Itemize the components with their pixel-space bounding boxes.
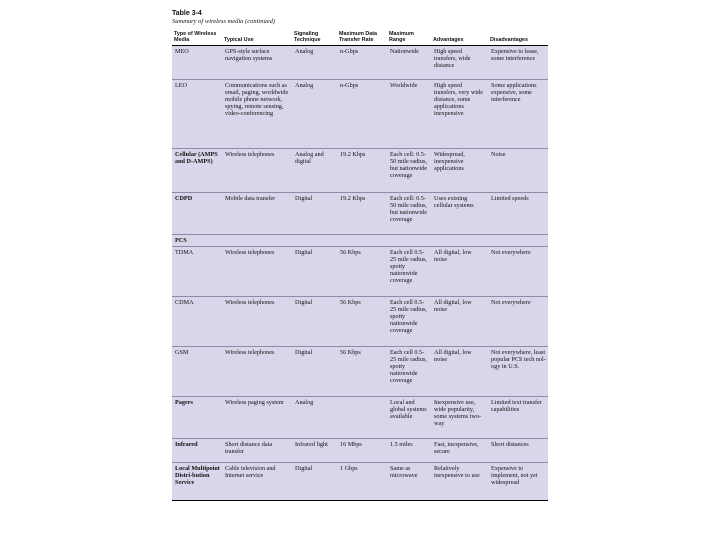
cell-rate: 19.2 Kbps <box>337 149 387 193</box>
cell-signaling: Analog <box>292 46 337 80</box>
cell-rate: 56 Kbps <box>337 297 387 347</box>
cell-type: Local Multipoint Distri-bution Service <box>172 463 222 501</box>
table-row <box>172 80 548 149</box>
cell-rate: n-Gbps <box>337 80 387 149</box>
cell-type: LEO <box>172 80 222 149</box>
cell-rate: 16 Mbps <box>337 439 387 463</box>
cell-range: Worldwide <box>387 80 431 149</box>
cell-signaling: Digital <box>292 347 337 397</box>
cell-signaling: Digital <box>292 297 337 347</box>
cell-rate: 56 Kbps <box>337 347 387 397</box>
cell-advantages: Relatively inexpensive to use <box>431 463 488 501</box>
table-row <box>172 347 548 397</box>
cell-type: Cellular (AMPS and D-AMPS) <box>172 149 222 193</box>
cell-rate: n-Gbps <box>337 46 387 80</box>
table-row <box>172 247 548 297</box>
cell-range: Each cell 0.5-25 mile radius, spotty nationwide coverage <box>387 347 431 397</box>
table-caption: Summary of wireless media (continued) <box>172 18 276 25</box>
header-range: Maximum Range <box>387 30 431 46</box>
cell-disadvantages: Not everywhere <box>488 247 548 297</box>
cell-use: Wireless telephones <box>222 247 292 297</box>
cell-advantages: High speed transfers, very wide distance, some applications inexpensive <box>431 80 488 149</box>
header-rate: Maximum Data Transfer Rate <box>337 30 387 46</box>
cell-use: Wireless telephones <box>222 149 292 193</box>
cell-advantages: High speed transfers, wide distance <box>431 46 488 80</box>
cell-disadvantages: Not everywhere, least popular PCS tech nol-ogy in U.S. <box>488 347 548 397</box>
cell-use: Wireless telephones <box>222 347 292 397</box>
cell-use <box>222 235 292 247</box>
cell-use: Mobile data transfer <box>222 193 292 235</box>
cell-range <box>387 235 431 247</box>
cell-disadvantages: Limited speeds <box>488 193 548 235</box>
cell-disadvantages: Short distances <box>488 439 548 463</box>
cell-advantages: All digital, low noise <box>431 247 488 297</box>
header-typical-use: Typical Use <box>222 30 292 46</box>
cell-signaling: Digital <box>292 463 337 501</box>
cell-signaling: Digital <box>292 247 337 297</box>
cell-type: TDMA <box>172 247 222 297</box>
table-row <box>172 397 548 439</box>
cell-rate <box>337 397 387 439</box>
cell-range: Local and global systems available <box>387 397 431 439</box>
cell-disadvantages: Expensive to lease, some interference <box>488 46 548 80</box>
cell-rate <box>337 235 387 247</box>
table-row <box>172 463 548 501</box>
cell-disadvantages <box>488 235 548 247</box>
table-row <box>172 235 548 247</box>
cell-type: Pagers <box>172 397 222 439</box>
cell-signaling: Analog <box>292 80 337 149</box>
cell-disadvantages: Some applications expensive, some interference <box>488 80 548 149</box>
cell-use: GPS-style surface navigation systems <box>222 46 292 80</box>
cell-signaling <box>292 235 337 247</box>
cell-advantages <box>431 235 488 247</box>
table-title: Table 3-4 <box>172 10 202 17</box>
cell-signaling: Analog <box>292 397 337 439</box>
cell-type: GSM <box>172 347 222 397</box>
cell-range: Same as microwave <box>387 463 431 501</box>
cell-type: Infrared <box>172 439 222 463</box>
cell-type: CDPD <box>172 193 222 235</box>
cell-rate: 1 Gbps <box>337 463 387 501</box>
cell-range: Each cell 0.5-25 mile radius, spotty nationwide coverage <box>387 247 431 297</box>
cell-disadvantages: Limited text transfer capabilities <box>488 397 548 439</box>
cell-use: Cable television and Internet service <box>222 463 292 501</box>
header-disadvantages: Disadvantages <box>488 30 548 46</box>
cell-advantages: All digital, low noise <box>431 297 488 347</box>
table-row <box>172 297 548 347</box>
cell-use: Wireless paging system <box>222 397 292 439</box>
cell-type: CDMA <box>172 297 222 347</box>
header-advantages: Advantages <box>431 30 488 46</box>
table-row <box>172 46 548 80</box>
header-signaling: Signaling Technique <box>292 30 337 46</box>
cell-signaling: Infrared light <box>292 439 337 463</box>
table-row <box>172 149 548 193</box>
table-row <box>172 193 548 235</box>
cell-rate: 56 Kbps <box>337 247 387 297</box>
cell-range: Each cell: 0.5-50 mile radius, but nationwide coverage <box>387 149 431 193</box>
header-type: Type of Wireless Media <box>172 30 222 46</box>
cell-use: Communications such as email, paging, worldwide mobile phone network, spying, remote sensing, video-conferencing <box>222 80 292 149</box>
cell-signaling: Digital <box>292 193 337 235</box>
cell-type: MEO <box>172 46 222 80</box>
wireless-media-table <box>172 30 548 501</box>
cell-use: Wireless telephones <box>222 297 292 347</box>
cell-advantages: Fast, inexpensive, secure <box>431 439 488 463</box>
cell-range: Nationwide <box>387 46 431 80</box>
cell-use: Short distance data transfer <box>222 439 292 463</box>
cell-range: 1.5 miles <box>387 439 431 463</box>
cell-rate: 19.2 Kbps <box>337 193 387 235</box>
cell-type: PCS <box>172 235 222 247</box>
cell-advantages: All digital, low noise <box>431 347 488 397</box>
table-header-row <box>172 30 548 46</box>
cell-disadvantages: Noise <box>488 149 548 193</box>
cell-disadvantages: Expensive to implement, not yet widespread <box>488 463 548 501</box>
table-row <box>172 439 548 463</box>
cell-range: Each cell: 0.5-50 mile radius, but nationwide coverage <box>387 193 431 235</box>
cell-advantages: Widespread, inexpensive applications <box>431 149 488 193</box>
cell-signaling: Analog and digital <box>292 149 337 193</box>
cell-disadvantages: Not everywhere <box>488 297 548 347</box>
cell-range: Each cell 0.5-25 mile radius, spotty nationwide coverage <box>387 297 431 347</box>
cell-advantages: Inexpensive use, wide popularity, some systems two-way <box>431 397 488 439</box>
cell-advantages: Uses existing cellular systems <box>431 193 488 235</box>
